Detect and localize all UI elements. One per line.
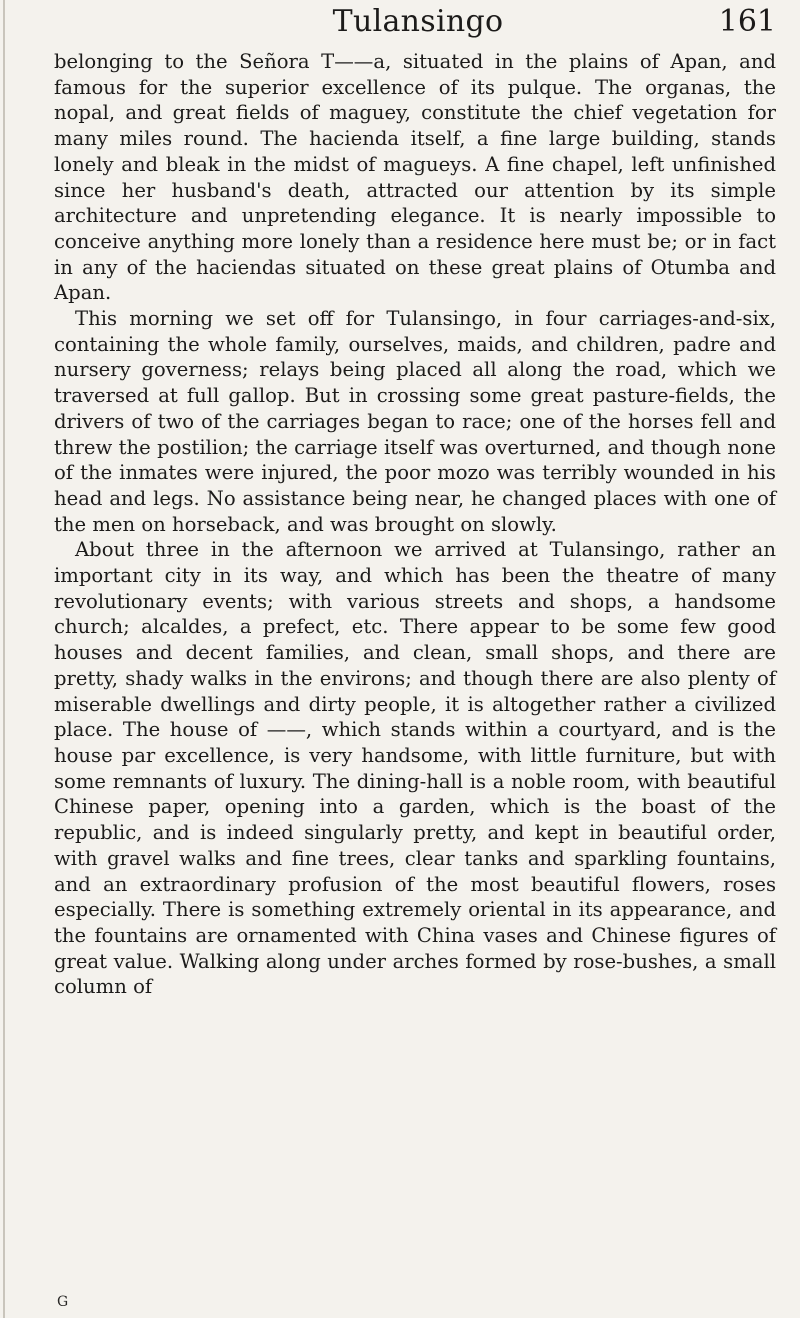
- paragraph-departure: This morning we set off for Tulansingo, in four carriages-and-six, containing the whole family, ourselves, maids, and children, padre and nursery governess; relays being placed all along the road, which we traversed at full gallop. But in crossing some great pasture-fields, the drivers of two of the carriages began to race; one of the horses fell and threw the postilion; the carriage itself was overturned, and though none of the inmates were injured, the poor mozo was terribly wounded in his head and legs. No assistance being near, he changed places with one of the men on horseback, and was brought on slowly.: [54, 307, 776, 536]
- paragraph-continued: belonging to the Señora T——a, situated in the plains of Apan, and famous for the superior excellence of its pulque. The organas, the nopal, and great fields of maguey, constitute the chief vegetation for many miles round. The hacienda itself, a fine large building, stands lonely and bleak in the midst of magueys. A fine chapel, left unfinished since her husband's death, attracted our attention by its simple architecture and unpretending elegance. It is nearly impossible to conceive anything more lonely than a residence here must be; or in fact in any of the haciendas situated on these great plains of Otumba and Apan.: [54, 50, 776, 305]
- running-head: [60, 0, 776, 50]
- signature-mark: G: [57, 1294, 69, 1310]
- page-edge-rule: [3, 0, 5, 1318]
- running-title: Tulansingo: [332, 4, 504, 39]
- page-number: 161: [718, 4, 776, 39]
- paragraph-arrival: About three in the afternoon we arrived at Tulansingo, rather an important city in its way, and which has been the theatre of many revolutionary events; with various streets and shops, a handsome church; alcaldes, a prefect, etc. There appear to be some few good houses and decent families, and clean, small shops, and there are pretty, shady walks in the environs; and though there are also plenty of miserable dwellings and dirty people, it is altogether rather a civilized place. The house of ——, which stands within a courtyard, and is the house par excellence, is very handsome, with little furniture, but with some remnants of luxury. The dining-hall is a noble room, with beautiful Chinese paper, opening into a garden, which is the boast of the republic, and is indeed singularly pretty, and kept in beautiful order, with gravel walks and fine trees, clear tanks and sparkling fountains, and an extraordinary profusion of the most beautiful flowers, roses especially. There is something extremely oriental in its appearance, and the fountains are ornamented with China vases and Chinese figures of great value. Walking along under arches formed by rose-bushes, a small column of: [54, 538, 776, 999]
- body-text: [54, 49, 776, 1000]
